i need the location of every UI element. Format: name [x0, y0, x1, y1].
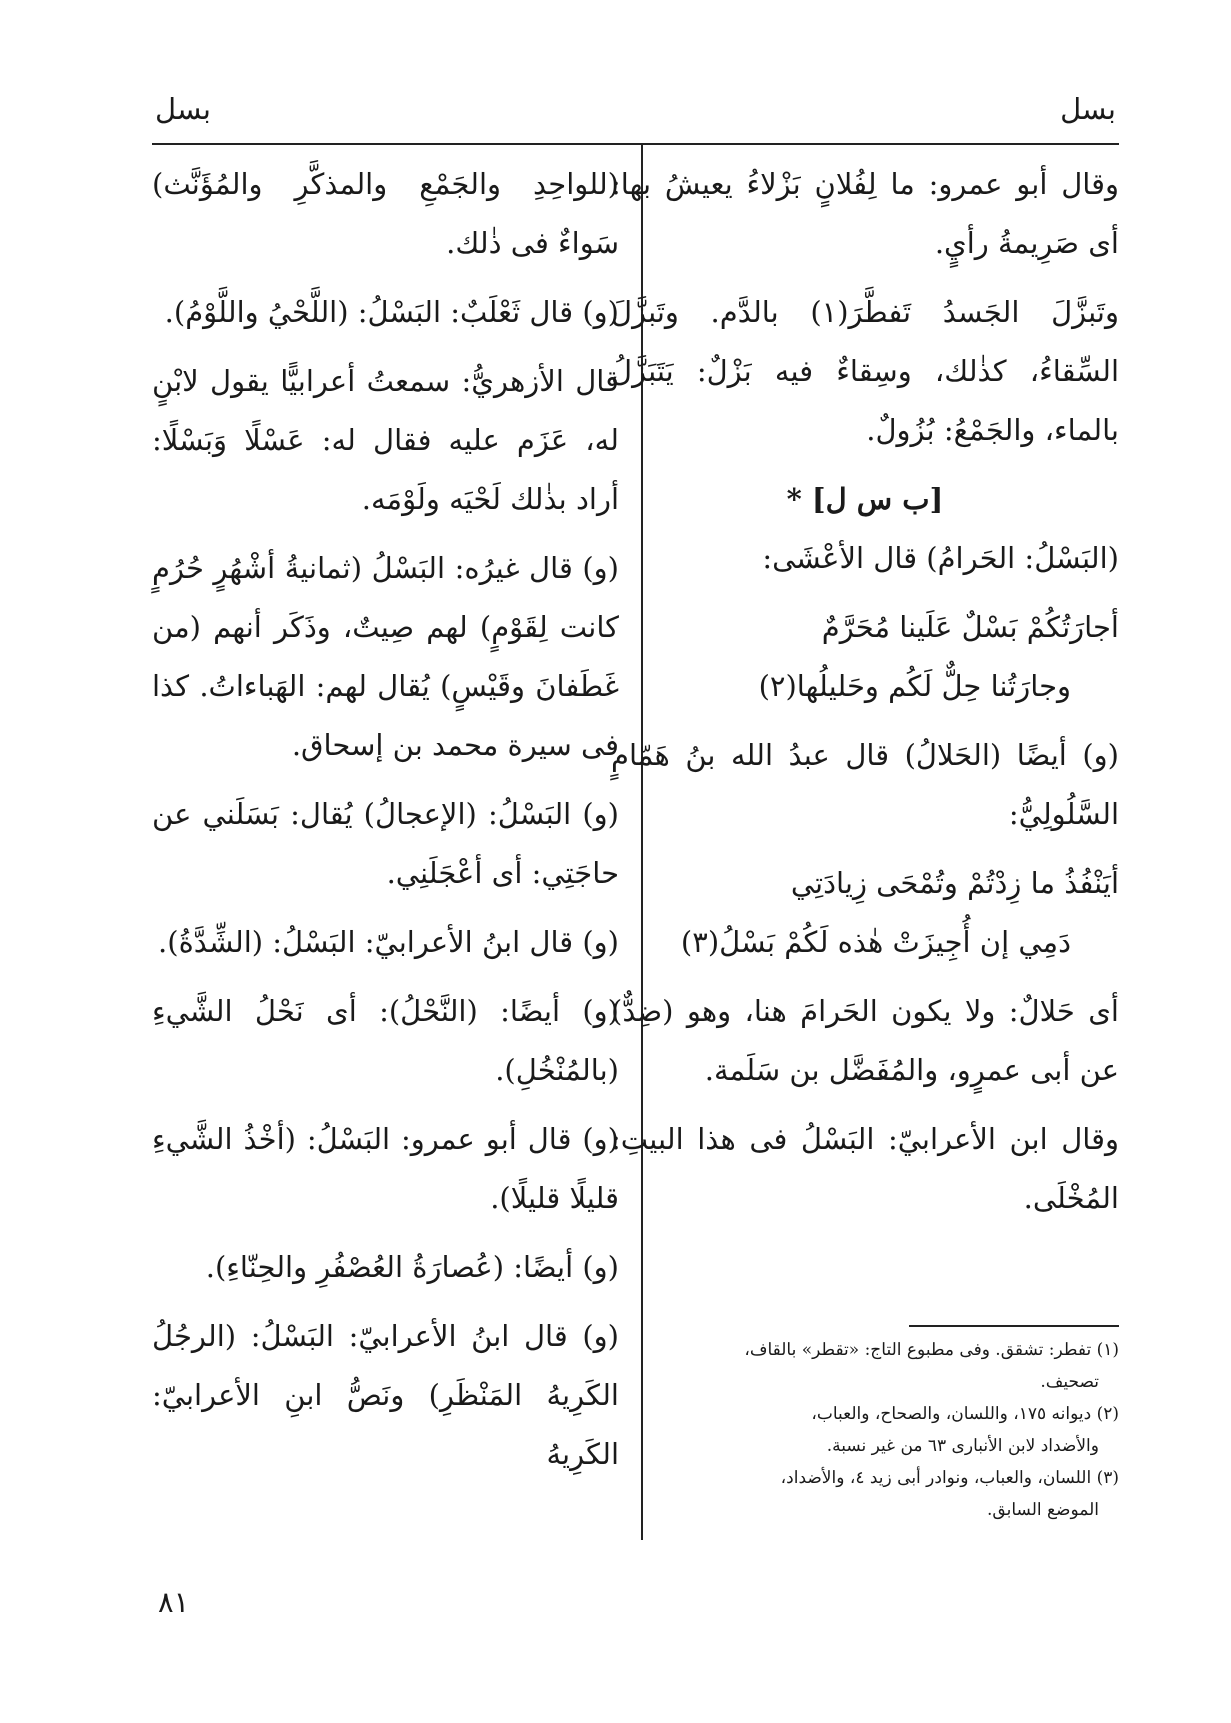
running-head-left: بسل — [155, 92, 211, 126]
running-head-right: بسل — [1060, 92, 1116, 126]
verse-line: أيَنْفُذُ ما زِدْتُمْ وتُمْحَى زِيادَتِي — [790, 866, 1119, 900]
paragraph: (البَسْلُ: الحَرامُ) قال الأعْشَى: — [762, 541, 1119, 575]
footnote-1: (١) تفطر: تشقق. وفى مطبوع التاج: «تقطر» بالقاف، — [744, 1340, 1119, 1360]
paragraph: (و) قال ابنُ الأعرابيّ: البَسْلُ: (الرجُلُ الكَرِيهُ المَنْظَرِ) ونَصُّ ابنِ الأعرابيّ: الكَرِيهُ — [152, 1319, 619, 1471]
paragraph: وقال ابن الأعرابيّ: البَسْلُ فى هذا البيتِ: المُخْلَى. — [611, 1122, 1119, 1215]
paragraph: (للواحِدِ والجَمْعِ والمذكَّرِ والمُؤَنَّث) سَواءٌ فى ذٰلك. — [152, 167, 619, 260]
verse-line: وجارَتُنا حِلٌّ لَكُم وحَليلُها(٢) — [758, 669, 1071, 703]
verse-line: أجارَتُكُمْ بَسْلٌ عَلَينا مُحَرَّمٌ — [821, 610, 1119, 644]
paragraph: (و) البَسْلُ: (الإعجالُ) يُقال: بَسَلَني عن حاجَتِي: أى أعْجَلَنِي. — [152, 797, 619, 890]
footnotes — [611, 1335, 1119, 1527]
footnote-3-continuation: الموضع السابق. — [987, 1500, 1099, 1520]
paragraph: (و) قال ابنُ الأعرابيّ: البَسْلُ: (الشِّدَّةُ). — [158, 925, 619, 959]
paragraph: (و) قال غيرُه: البَسْلُ (ثمانيةُ أشْهُرٍ حُرُمٍ كانت لِقَوْمٍ) لهم صِيتٌ، وذَكَر أنهم (من غَطَفانَ وقَيْسٍ) يُقال لهم: الهَباءاتُ. كذا فى سيرة محمد بن إسحاق. — [152, 551, 619, 762]
verse-line: دَمِي إن أُجِيزَتْ هٰذه لَكُمْ بَسْلُ(٣) — [680, 925, 1071, 959]
paragraph: وقال أبو عمرو: ما لِفُلانٍ بَزْلاءُ يعيشُ بها: أى صَرِيمةُ رأيٍ. — [611, 167, 1119, 260]
paragraph: (و) أيضًا: (عُصارَةُ العُصْفُرِ والحِنّاءِ). — [205, 1250, 619, 1284]
page-number: ٨١ — [158, 1585, 190, 1619]
footnote-3: (٣) اللسان، والعباب، ونوادر أبى زيد ٤، والأضداد، — [780, 1468, 1119, 1488]
header-rule — [152, 143, 1119, 145]
entry-heading: [ب س ل] * — [786, 482, 944, 516]
paragraph: أى حَلالٌ: ولا يكون الحَرامَ هنا، وهو (ضِدٌّ) عن أبى عمرٍو، والمُفَضَّل بن سَلَمة. — [611, 994, 1119, 1087]
paragraph: (و) أيضًا (الحَلالُ) قال عبدُ الله بنُ هَمّامٍ السَّلُولِيُّ: — [611, 738, 1119, 831]
paragraph: (و) أيضًا: (النَّحْلُ): أى نَحْلُ الشَّيءِ (بالمُنْخُلِ). — [152, 994, 619, 1087]
paragraph: (و) قال ثَعْلَبٌ: البَسْلُ: (اللَّحْيُ واللَّوْمُ). — [164, 295, 619, 329]
footnote-1-continuation: تصحيف. — [1040, 1372, 1099, 1392]
paragraph: قال الأزهريُّ: سمعتُ أعرابيًّا يقول لابْنٍ له، عَزَم عليه فقال له: عَسْلًا وَبَسْلًا: أراد بذٰلك لَحْيَه ولَوْمَه. — [152, 364, 619, 516]
footnote-2-continuation: والأضداد لابن الأنبارى ٦٣ من غير نسبة. — [826, 1436, 1099, 1456]
right-column — [611, 155, 1119, 1238]
paragraph: (و) قال أبو عمرو: البَسْلُ: (أخْذُ الشَّيءِ قليلًا قليلًا). — [152, 1122, 619, 1215]
left-column — [152, 155, 619, 1494]
footnote-2: (٢) ديوانه ١٧٥، واللسان، والصحاح، والعباب، — [811, 1404, 1119, 1424]
footnote-rule — [909, 1325, 1119, 1327]
paragraph: وتَبزَّلَ الجَسدُ تَفطَّرَ(١) بالدَّم. وتَبزَّلَ السِّقاءُ، كذٰلك، وسِقاءٌ فيه بَزْلٌ: يَتَبَزَّلُ بالماء، والجَمْعُ: بُزُولٌ. — [611, 295, 1119, 447]
